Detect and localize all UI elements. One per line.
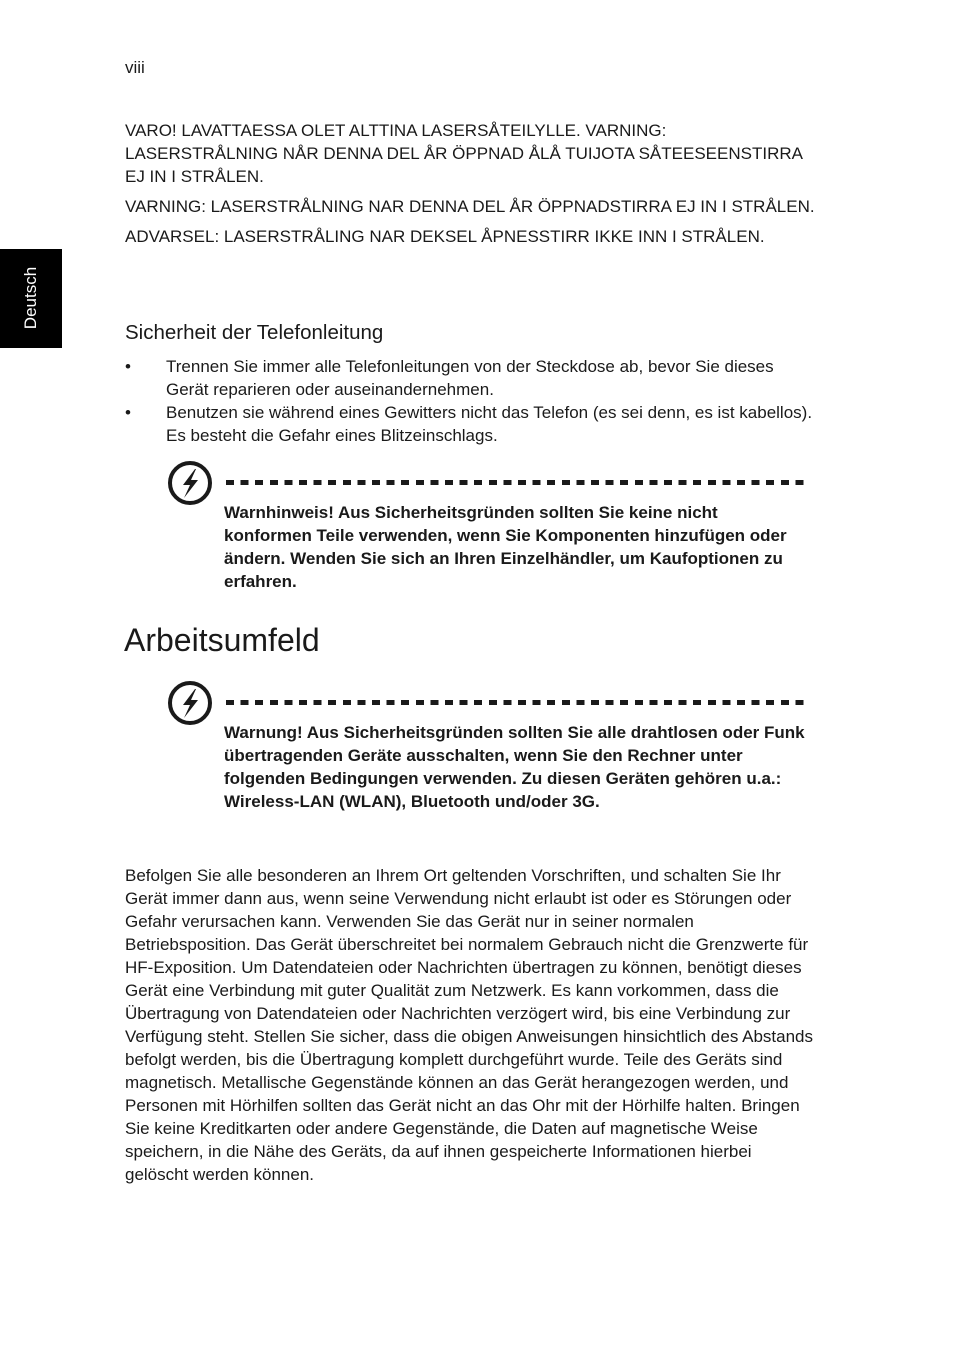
phone-safety-list (125, 355, 815, 447)
laser-warning-finnish-swedish: VARO! LAVATTAESSA OLET ALTTINA LASERSÅTEILYLLE. VARNING: LASERSTRÅLNING NÅR DENNA DEL ÅR ÖPPNAD ÅLÅ TUIJOTA SÅTEESEENSTIRRA EJ IN I STRÅLEN. (125, 121, 803, 186)
language-side-tab (0, 249, 62, 348)
note-divider (226, 480, 810, 485)
language-side-tab-label: Deutsch (21, 266, 40, 330)
bullet-marker: • (125, 357, 131, 376)
note-divider (226, 700, 810, 705)
list-item-text: Trennen Sie immer alle Telefonleitungen von der Steckdose ab, bevor Sie dieses Gerät reparieren oder auseinandernehmen. (166, 357, 774, 399)
laser-warning-block (125, 119, 815, 255)
list-item (125, 355, 815, 401)
note-warning-parts-text: Warnhinweis! Aus Sicherheitsgründen sollten Sie keine nicht konformen Teile verwenden, wenn Sie Komponenten hinzufügen oder ändern. Wenden Sie sich an Ihren Einzelhändler, um Kaufoptionen zu erfahren. (224, 503, 787, 591)
lightning-warning-icon (167, 460, 213, 506)
section-body-paragraph: Befolgen Sie alle besonderen an Ihrem Ort geltenden Vorschriften, und schalten Sie Ihr Gerät immer dann aus, wenn seine Verwendung nicht erlaubt ist oder es Störungen oder Gefahr verursachen kann. Verwenden Sie das Gerät nur in seiner normalen Betriebsposition. Das Gerät überschreitet bei normalem Gebrauch nicht die Grenzwerte für HF-Exposition. Um Datendateien oder Nachrichten übertragen zu können, benötigt dieses Gerät eine Verbindung mit guter Qualität zum Netzwerk. Es kann vorkommen, dass die Übertragung von Datendateien oder Nachrichten verzögert wird, bis eine Verbindung zur Verfügung steht. Stellen Sie sicher, dass die obigen Anweisungen hinsichtlich des Abstands befolgt werden, bis die Übertragung komplett durchgeführt wurde. Teile des Geräts sind magnetisch. Metallische Gegenstände können an das Gerät herangezogen werden, und Personen mit Hörhilfen sollten das Gerät nicht an das Ohr mit der Hörhilfe halten. Bringen Sie keine Kreditkarten oder andere Gegenstände, die Daten auf magnetische Weise speichern, in die Nähe des Geräts, da auf ihnen gespeicherte Informationen hierbei gelöscht werden können. (125, 866, 814, 1184)
note-warning-wireless-text: Warnung! Aus Sicherheitsgründen sollten Sie alle drahtlosen oder Funk übertragenden Geräte ausschalten, wenn Sie den Rechner unter folgenden Bedingungen verwenden. Zu diesen Geräten gehören u.a.: Wireless-LAN (WLAN), Bluetooth und/oder 3G. (224, 723, 805, 811)
section-heading: Arbeitsumfeld (124, 622, 320, 658)
bullet-marker: • (125, 403, 131, 422)
page-number: viii (125, 58, 145, 77)
list-item-text: Benutzen sie während eines Gewitters nicht das Telefon (es sei denn, es ist kabellos). Es besteht die Gefahr eines Blitzeinschlags. (166, 403, 813, 445)
list-item (125, 401, 815, 447)
laser-warning-norwegian: ADVARSEL: LASERSTRÅLING NAR DEKSEL ÅPNESSTIRR IKKE INN I STRÅLEN. (125, 227, 765, 246)
phone-safety-heading: Sicherheit der Telefonleitung (125, 321, 384, 344)
laser-warning-swedish: VARNING: LASERSTRÅLNING NAR DENNA DEL ÅR ÖPPNADSTIRRA EJ IN I STRÅLEN. (125, 197, 815, 216)
lightning-warning-icon (167, 680, 213, 726)
